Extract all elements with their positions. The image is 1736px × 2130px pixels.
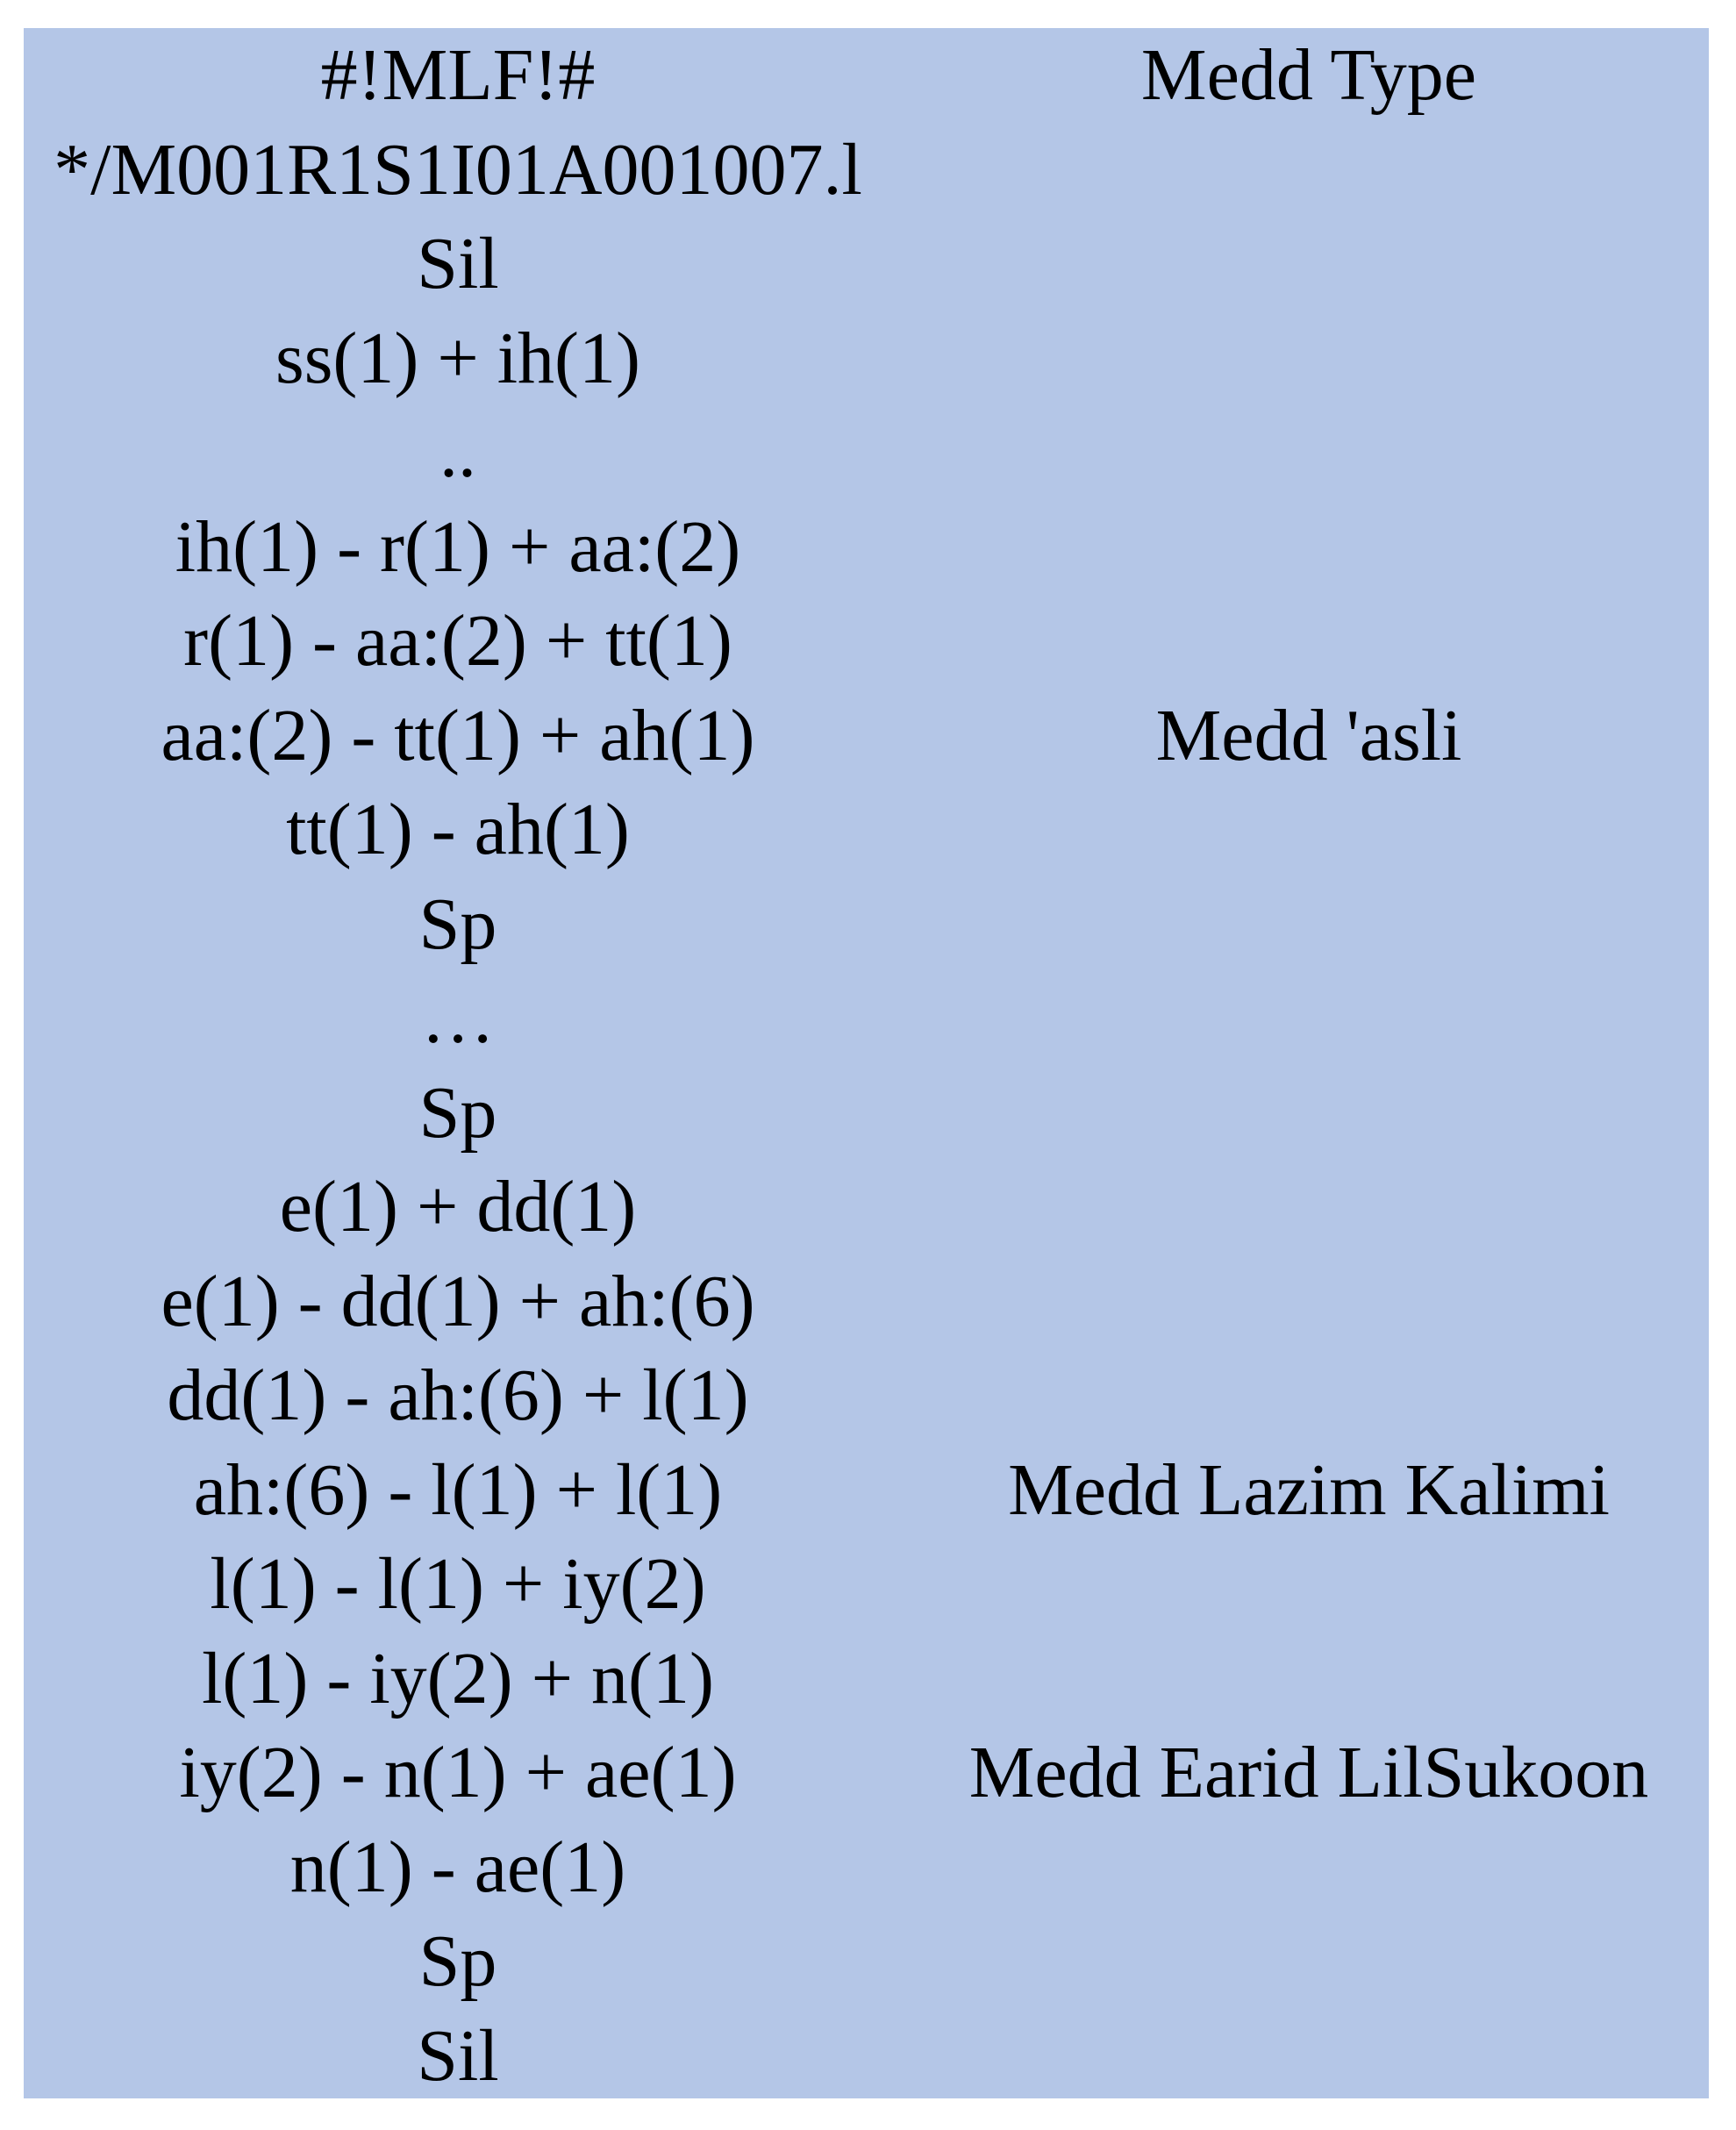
table-row — [24, 689, 1709, 783]
phone-cell: l(1) - iy(2) + n(1) — [202, 1637, 714, 1719]
medd-cell — [892, 311, 1725, 406]
phone-cell: ah:(6) - l(1) + l(1) — [193, 1448, 723, 1531]
phone-cell: e(1) - dd(1) + ah:(6) — [161, 1260, 755, 1342]
phone-cell: l(1) - l(1) + iy(2) — [210, 1543, 706, 1625]
medd-cell — [892, 500, 1725, 595]
table-row — [24, 500, 1709, 595]
phone-cell: Sp — [418, 883, 497, 965]
phone-cell: e(1) + dd(1) — [279, 1166, 637, 1247]
medd-cell — [892, 971, 1725, 1066]
medd-type-header-cell: Medd Type — [1140, 34, 1477, 116]
table-row — [24, 123, 1709, 218]
table-row — [24, 2009, 1709, 2104]
medd-cell — [892, 1160, 1725, 1254]
mlf-medd-table — [24, 28, 1709, 2098]
table-row — [24, 311, 1709, 406]
table-row — [24, 971, 1709, 1066]
table-row — [24, 1443, 1709, 1538]
phone-cell: iy(2) - n(1) + ae(1) — [179, 1732, 737, 1813]
mlf-header-cell: #!MLF!# — [320, 34, 596, 116]
phone-cell: */M001R1S1I01A001007.l — [54, 128, 862, 211]
medd-cell — [892, 1537, 1725, 1632]
medd-cell: Medd Earid LilSukoon — [968, 1732, 1649, 1813]
table-row — [24, 1254, 1709, 1349]
medd-cell — [892, 1348, 1725, 1443]
medd-cell — [892, 783, 1725, 877]
phone-cell: Sp — [418, 1071, 497, 1154]
phone-cell: … — [421, 977, 495, 1059]
medd-cell: Medd 'asli — [1155, 694, 1462, 776]
medd-cell — [892, 594, 1725, 689]
phone-cell: ih(1) - r(1) + aa:(2) — [175, 505, 741, 588]
medd-cell — [892, 1066, 1725, 1161]
phone-cell: tt(1) - ah(1) — [286, 789, 630, 870]
table-row — [24, 1632, 1709, 1726]
phone-cell: Sp — [418, 1920, 497, 2002]
table-row-header — [24, 28, 1709, 123]
phone-cell: aa:(2) - tt(1) + ah(1) — [161, 694, 755, 776]
medd-cell — [892, 1254, 1725, 1349]
table-row — [24, 1066, 1709, 1161]
phone-cell: .. — [439, 411, 476, 493]
medd-cell — [892, 217, 1725, 311]
phone-cell: ss(1) + ih(1) — [275, 317, 640, 399]
phone-cell: Sil — [417, 223, 499, 304]
table-row — [24, 783, 1709, 877]
table-row — [24, 1160, 1709, 1254]
medd-cell — [892, 2009, 1725, 2104]
table-row — [24, 877, 1709, 972]
table-row — [24, 217, 1709, 311]
medd-cell — [892, 123, 1725, 218]
medd-cell — [892, 1632, 1725, 1726]
phone-cell: dd(1) - ah:(6) + l(1) — [167, 1354, 749, 1436]
table-row — [24, 1537, 1709, 1632]
medd-cell — [892, 1914, 1725, 2009]
table-row — [24, 594, 1709, 689]
medd-cell — [892, 1820, 1725, 1915]
table-row — [24, 1726, 1709, 1820]
table-row — [24, 1348, 1709, 1443]
phone-cell: r(1) - aa:(2) + tt(1) — [183, 600, 732, 682]
phone-cell: Sil — [417, 2014, 499, 2097]
medd-cell — [892, 405, 1725, 500]
phone-cell: n(1) - ae(1) — [289, 1826, 626, 1908]
medd-cell — [892, 877, 1725, 972]
table-row — [24, 1820, 1709, 1915]
table-row — [24, 1914, 1709, 2009]
table-row — [24, 405, 1709, 500]
medd-cell: Medd Lazim Kalimi — [1008, 1448, 1610, 1531]
